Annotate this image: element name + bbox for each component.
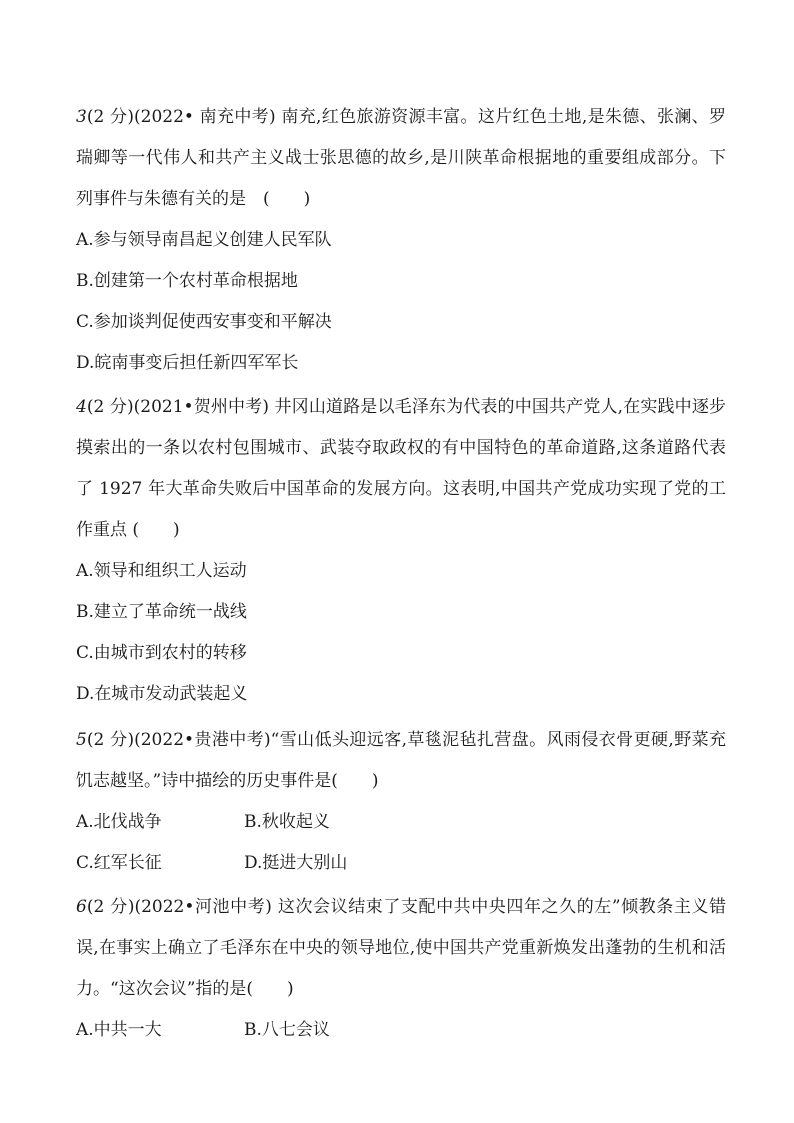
option-c: C.红军长征: [76, 853, 162, 873]
option-b: B.八七会议: [244, 1020, 330, 1040]
question-4: [76, 387, 726, 715]
option-d: D.挺进大别山: [244, 853, 348, 873]
option-a: A.领导和组织工人运动: [76, 561, 247, 581]
question-3: [76, 97, 726, 384]
question-6: [76, 887, 726, 1051]
option-a: A.中共一大: [76, 1020, 162, 1040]
option-b: B.创建第一个农村革命根据地: [76, 271, 298, 291]
question-number: 5: [76, 730, 87, 750]
question-5: [76, 720, 726, 884]
option-row: [76, 843, 726, 884]
question-stem: 6(2 分)(2022•河池中考) 这次会议结束了支配中共中央四年之久的左”倾教条主义错误,在事实上确立了毛泽东在中央的领导地位,使中国共产党重新焕发出蓬勃的生机和活力。“这次会议”指的是( ): [76, 897, 726, 999]
question-stem: 4(2 分)(2021•贺州中考) 井冈山道路是以毛泽东为代表的中国共产党人,在实践中逐步摸索出的一条以农村包围城市、武装夺取政权的有中国特色的革命道路,这条道路代表了 1927 年大革命失败后中国革命的发展方向。这表明,中国共产党成功实现了党的工作重点 ( ): [76, 397, 726, 540]
question-number: 4: [76, 397, 87, 417]
question-stem: 5(2 分)(2022•贵港中考)“雪山低头迎远客,草毯泥毡扎营盘。风雨侵衣骨更硬,野菜充饥志越坚。”诗中描绘的历史事件是( ): [76, 730, 726, 791]
option-b: B.秋收起义: [244, 812, 330, 832]
option-a: A.北伐战争: [76, 812, 162, 832]
option-row: [76, 1010, 726, 1051]
question-number: 6: [76, 897, 87, 917]
question-stem: 3(2 分)(2022• 南充中考) 南充,红色旅游资源丰富。这片红色土地,是朱德、张澜、罗瑞卿等一代伟人和共产主义战士张思德的故乡,是川陕革命根据地的重要组成部分。下列事件与朱德有关的是 ( ): [76, 107, 726, 209]
option-d: D.在城市发动武装起义: [76, 684, 248, 704]
option-d: D.皖南事变后担任新四军军长: [76, 353, 299, 373]
option-a: A.参与领导南昌起义创建人民军队: [76, 230, 332, 250]
option-c: C.由城市到农村的转移: [76, 643, 247, 663]
option-c: C.参加谈判促使西安事变和平解决: [76, 312, 332, 332]
option-row: [76, 802, 726, 843]
question-number: 3: [76, 107, 87, 127]
option-b: B.建立了革命统一战线: [76, 602, 247, 622]
